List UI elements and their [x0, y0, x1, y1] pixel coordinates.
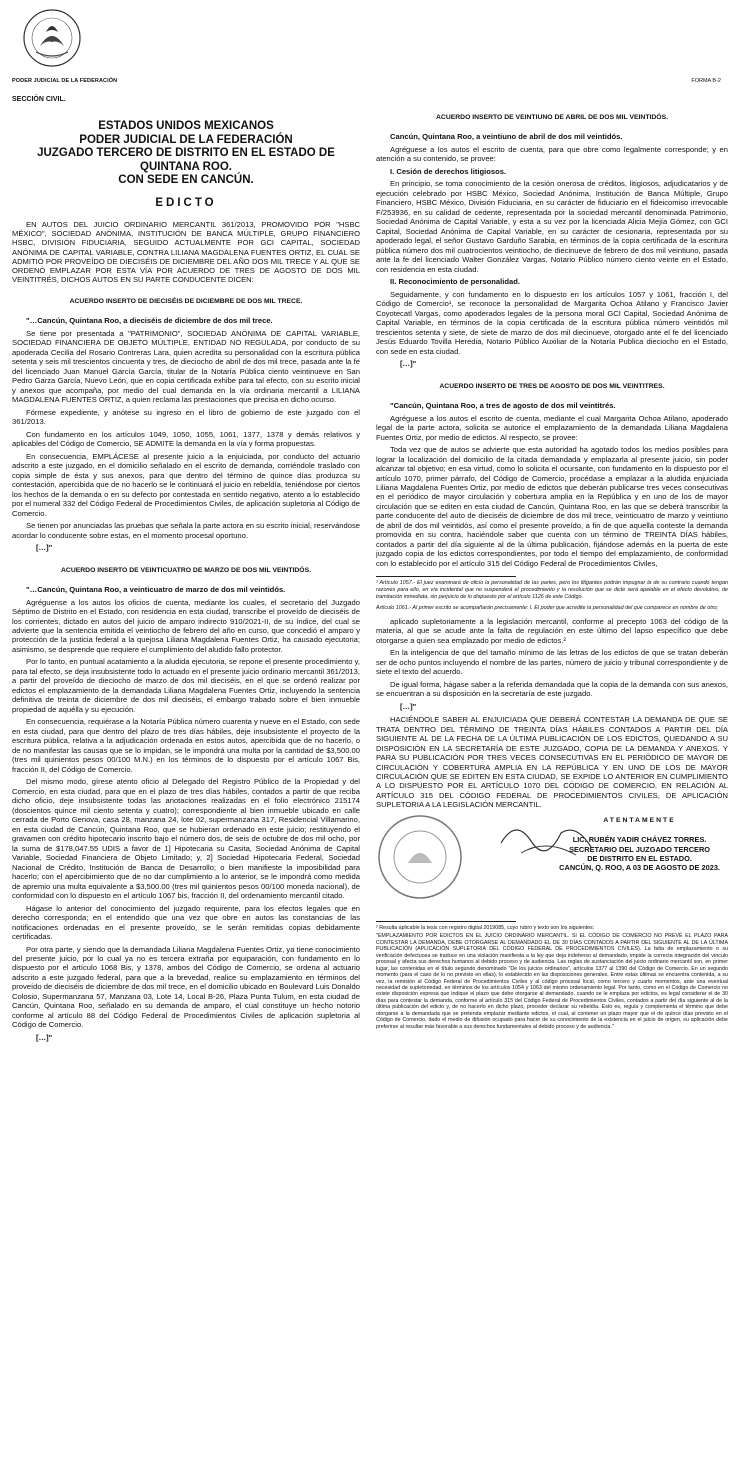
- signer-role: DE DISTRITO EN EL ESTADO.: [587, 853, 692, 863]
- paragraph: De igual forma, hágase saber a la referida demandada que la copia de la demanda con sus anexos, se encuentran a su disposición en la secretaría de este juzgado.: [376, 679, 728, 699]
- paragraph: aplicado supletoriamente a la legislación mercantil, conforme al precepto 1063 del código de la materia, al que se acude ante la falta de regulación en este último del lapso específico que debe otorgarse a quien sea emplazado por medio de edictos.²: [376, 616, 728, 645]
- subheading: I. Cesión de derechos litigiosos.: [390, 166, 507, 176]
- paragraph: Cancún, Quintana Roo, a veintiuno de abril de dos mil veintidós.: [390, 132, 623, 142]
- form-code: FORMA B-2: [691, 78, 721, 84]
- right-column: [376, 110, 728, 1032]
- paragraph: "…Cancún, Quintana Roo, a dieciséis de diciembre de dos mil trece.: [26, 316, 273, 326]
- paragraph: Toda vez que de autos se advierte que esta autoridad ha agotado todos los medios posibles para lograr la localización del domicilio de la citada demandada y emplazarla al presente juicio, sin poder alcanzar tal objetivo; en esa virtud, como lo solicita el ocursante, con fundamento en lo dispuesto por el artículo 1070, primer párrafo, del Código de Comercio, procédase a emplazar a la aludida enjuiciada Liliana Magdalena Fuentes Ortiz, por medio de edictos que deberán publicarse tres veces consecutivas en el periódico de mayor circulación y cobertura amplia en la República y en uno de los de mayor circulación que se editen en esta ciudad de Cancún, Quintana Roo, en las que se deberá transcribir la parte conducente del auto de dieciséis de diciembre de dos mil trece, veinticuatro de marzo y veintiuno de abril de dos mil veintidós, así como el presente proveído, a fin de que aquella conteste la demanda promovida en su contra, haciéndole saber que cuenta con un término de TREINTA DÍAS hábiles, contados a partir del día siguiente al de la última publicación, fijándose además en la puerta de este juzgado copia de los edictos correspondientes, por todo el tiempo del emplazamiento, de conformidad con lo establecido por el artículo 315 del Código Federal de Procedimientos Civiles,: [376, 445, 728, 568]
- ellipsis-marker: […]": [400, 701, 417, 711]
- paragraph: Agréguese a los autos el escrito de cuenta, para que obre como legalmente corresponde; y en atención a su contenido, se provee:: [376, 144, 728, 164]
- footnote-divider: [376, 576, 516, 577]
- signer-role: SECRETARIO DEL JUZGADO TERCERO: [569, 844, 711, 854]
- mexican-eagle-seal-icon: [22, 6, 82, 70]
- ellipsis-marker: […]": [36, 543, 53, 553]
- ellipsis-marker: […]": [36, 1032, 53, 1042]
- signature-closing: ATENTAMENTE: [603, 816, 676, 824]
- section-heading: ACUERDO INSERTO DE VEINTIUNO DE ABRIL DE DOS MIL VEINTIDÓS.: [436, 114, 668, 121]
- signature-block: [376, 813, 728, 913]
- paragraph: Fórmese expediente, y anótese su ingreso en el libro de gobierno de este juzgado con el 361/2013.: [12, 407, 360, 427]
- footnote-divider: [376, 921, 516, 922]
- footnote: "EMPLAZAMIENTO POR EDICTOS EN EL JUICIO ORDINARIO MERCANTIL. SI EL CÓDIGO DE COMERCIO NO PREVÉ EL PLAZO PARA CONTESTAR LA DEMANDA, DEBE OTORGARSE AL DEMANDADO EL DE 30 DÍAS CONTADOS A PARTIR DEL SIGUIENTE AL DE LA ÚLTIMA PUBLICACIÓN (APLICACIÓN SUPLETORIA DEL CÓDIGO FEDERAL DE PROCEDIMIENTOS CIVILES). La falta de emplazamiento o su verificación defectuosa se traduce en una violación manifiesta a la ley que deja indefenso al demandado, impide la correcta integración del vínculo procesal y afecta sus derechos humanos al debido proceso y de audiencia. Las reglas de sustanciación del juicio ordinario mercantil son, en primer lugar, las contenidas en el título segundo denominado "De los juicios ordinarios", artículos 1377 al 1390 del Código de Comercio. En un segundo momento (para el caso de lo no previsto en ellas), lo establecido en las disposiciones generales. Entre estas últimas se encuentra contenida, a su vez, la remisión al Código Federal de Procedimientos Civiles y al código procesal local, como tercero y cuarto momentos, ante una eventual necesidad de supletoriedad, en términos de los artículos 1054 y 1063 del mismo ordenamiento legal. Por tanto, como en el Código de Comercio no existe disposición expresa que indique el plazo que debe otorgarse al demandado, cuando se le emplaza por edictos, es legal considerar el de 30 días para contestar la demanda, conforme al artículo 315 del Código Federal de Procedimientos Civiles, contados a partir del día siguiente al de la última publicación del edicto y, de no hacerlo en dicho plazo, proceder declarar su rebeldía. Esto es, regula y complementa el término que debe otorgarse a la demandada que se pretenda emplazar mediante edictos, el cual, al contener un plazo mayor que el de quince días previsto en el Código de Comercio, dado el medio de difusión ocupado para hacer de su conocimiento de la existencia en el juicio de origen, su aplicación debe preferirse al resultar más favorable a sus derechos fundamentales al debido proceso y de audiencia.": [376, 933, 728, 1030]
- paragraph: Hágase lo anterior del conocimiento del juzgado requirente, para los efectos legales que en derecho corresponda; en el entendido que una vez que obre en autos las constancias de las notificaciones ordenadas en el presente proveído, se le serán remitidas copias debidamente certificadas.: [12, 903, 360, 942]
- paragraph: En consecuencia, requiérase a la Notaría Pública número cuarenta y nueve en el Estado, con sede en esta ciudad, para que dentro del plazo de tres días hábiles, deje insubsistente el proyecto de la escritura pública, relativa a la adjudicación ordenada en estos autos, apercibida que de no hacerlo, o de no manifestar las causas que se lo impidan, se le impondrá una multa por la cantidad de $3,500.00 (tres mil quinientos pesos 00/100 M.N.) en los términos de lo dispuesto por el artículo 1067 Bis, fracción II, del Código de Comercio.: [12, 717, 360, 774]
- closing-notice: HACIÉNDOLE SABER AL ENJUICIADA QUE DEBERÁ CONTESTAR LA DEMANDA DE QUE SE TRATA DENTRO DEL TÉRMINO DE TREINTA DÍAS HÁBILES CONTADOS A PARTIR DEL DÍA SIGUIENTE AL DE LA FECHA DE LA ÚLTIMA PUBLICACIÓN DE LOS EDICTOS, QUEDANDO A SU DISPOSICIÓN EN LA SECRETARÍA DE ESTE JUZGADO, COPIA DE LA DEMANDA Y ANEXOS. Y PARA SU PUBLICACIÓN POR TRES VECES CONSECUTIVAS EN EL PERIÓDICO DE MAYOR DE CIRCULACIÓN Y COBERTURA AMPLIA EN LA REPÚBLICA Y EN UNO DE LOS DE MAYOR CIRCULACIÓN QUE SE EDITEN EN ESTA CIUDAD, SE EXPIDE LO ANTERIOR EN CUMPLIMIENTO A LO DISPUESTO POR EL ARTÍCULO 1070 DEL CÓDIGO DE COMERCIO, EN RELACIÓN AL ARTÍCULO 315 DEL CÓDIGO FEDERAL DE PROCEDIMIENTOS CIVILES, DE APLICACIÓN SUPLETORIA A LA LEGISLACIÓN MERCANTIL.: [376, 715, 728, 810]
- paragraph: "Cancún, Quintana Roo, a tres de agosto de dos mil veintitrés.: [390, 401, 616, 411]
- signature-place-date: CANCÚN, Q. ROO, A 03 DE AGOSTO DE 2023.: [559, 863, 720, 873]
- paragraph: Se tiene por presentada a "PATRIMONIO", SOCIEDAD ANÓNIMA DE CAPITAL VARIABLE, SOCIEDAD FINANCIERA DE OBJETO MÚLTIPLE, ENTIDAD NO REGULADA, por conducto de su apoderada Cecilia del Rosario Contreras Lara, quien acredita su personalidad con la escritura pública setenta y seis mil trescientos cincuenta y tres, de dieciocho de abril de dos mil trece, pasada ante la fe del licenciado Juan Manuel García García, titular de la Notaría Pública ciento veintinueve en San Pedro Garza García, Nuevo León, que en copia certificada exhibe para tal efecto, con su escrito inicial y anexos que acompaña, por medio del cual demanda en la vía ordinaria mercantil a LILIANA MAGDALENA FUENTES ÓRTIZ, a quien reclama las prestaciones que precisa en dicho ocurso.: [12, 328, 360, 405]
- subheading: II. Reconocimiento de personalidad.: [390, 277, 520, 287]
- paragraph: Por lo tanto, en puntual acatamiento a la aludida ejecutoria, se repone el presente procedimiento y, para tal efecto, se deja insubsistente todo lo actuado en el presente juicio ordinario mercantil 361/2013, a partir del proveído de dieciocho de marzo de dos mil dieciséis, en el que se ordenó realizar por edictos el emplazamiento de la demandada Liliana Magdalena Fuentes Ortiz, incluyendo la sentencia definitiva de treinta de diciembre de dos mil dieciséis, el embargo trabado sobre el bien inmueble propiedad de aquélla y su ejecución.: [12, 657, 360, 714]
- footnote: ² Resulta aplicable la tesis con registro digital 2019085, cuyo rubro y texto son los siguientes:: [376, 924, 595, 931]
- document-header: [0, 0, 739, 110]
- signer-name: LIC. RUBÉN YADIR CHÁVEZ TORRES.: [572, 835, 707, 845]
- court-stamp-icon: [376, 813, 464, 901]
- edicto-heading: EDICTO: [155, 196, 217, 209]
- section-heading: ACUERDO INSERTO DE VEINTICUATRO DE MARZO DE DOS MIL VEINTIDÓS.: [61, 566, 311, 574]
- footnote: Artículo 1061.- Al primer escrito se acompañarán precisamente: I. El poder que acredite la personalidad del que comparece en nombre de otro;: [376, 605, 718, 612]
- paragraph: En la inteligencia de que del tamaño mínimo de las letras de los edictos de que se tratan deberán ser de ocho puntos incluyendo el nombre de las partes, número de juicio y tribunal correspondiente y de siete el texto del acuerdo.: [376, 648, 728, 677]
- paragraph: Por otra parte, y siendo que la demandada Liliana Magdalena Fuentes Ortiz, ya tiene conocimiento del presente juicio, por lo cual ya no es tercera extraña por equiparación, con fundamento en lo dispuesto por el artículo 1068 Bis, y 1378, ambos del Código de Comercio, se ordena al actuario adscrito a este juzgado federal, para que a la brevedad, realice su emplazamiento en términos del proveído de dieciséis de diciembre de dos mil trece, en el domicilio ubicado en Boulevard Luis Donaldo Colosio, Supermanzana 57, Manzana 03, Lote 14, Local B-26, Plaza Punta Tulum, en esta ciudad de Cancún, Quintana Roo, señalado en su demanda de amparo, el cual constituye un hecho notorio conforme al artículo 88 del Código Federal de Procedimientos Civiles de aplicación supletoria al Código de Comercio.: [12, 944, 360, 1030]
- seal-caption: PODER JUDICIAL DE LA FEDERACIÓN: [12, 78, 118, 84]
- paragraph: Seguidamente, y con fundamento en lo dispuesto en los artículos 1057 y 1061, fracción I, del Código de Comercio¹, se reconoce la personalidad de Margarita Ochoa Atilano y Francisco Javier Coyotecatl Vargas, como apoderados legales de la persona moral GCI Capital, Sociedad Anónima de Capital Variable, en términos de la copia certificada de la escritura pública número veintidós mil trescientos setenta y siete, de siete de marzo de dos mil diecinueve, otorgado ante el fe del licenciado Jesús Eduardo Tovilla Heredia, Notario Público Auxiliar de la Notaría Publica dieciocho en el Estado, con sede en esta ciudad.: [376, 289, 728, 356]
- intro-paragraph: EN AUTOS DEL JUICIO ORDINARIO MERCANTIL 361/2013, PROMOVIDO POR "HSBC MÉXICO", SOCIEDAD ANÓNIMA, INSTITUCIÓN DE BANCA MÚLTIPLE, GRUPO FINANCIERO HSBC, DIVISIÓN FIDUCIARIA, SEGUIDO ACTUALMENTE POR GCI CAPITAL, SOCIEDAD ANÓNIMA DE CAPITAL VARIABLE, CONTRA LILIANA MAGDALENA FUENTES ORTIZ, EL CUAL SE ADMITIÓ POR PROVEÍDO DE DIECISÉIS DE DICIEMBRE DEL AÑO DOS MIL TRECE Y AL QUE SE ORDENÓ EMPLAZAR POR ESTA VÍA POR ACUERDO DE TRES DE AGOSTO DE DOS MIL VEINTITRÉS, DICHOS AUTOS EN SU PARTE CONDUCENTE DICEN:: [12, 220, 360, 284]
- footnote: ¹ Artículo 1057.- El juez examinará de oficio la personalidad de las partes, pero los litigantes podrán impugnar la de su contrario cuando tengan razones para ello, en vía incidental que no suspenderá el procedimiento y la resolución que se dicte será apelable en el efecto devolutivo, de tramitación inmediata, sin perjuicio de lo dispuesto por el artículo 1126 de este Código.: [376, 580, 728, 600]
- paragraph: Con fundamento en los artículos 1049, 1050, 1055, 1061, 1377, 1378 y demás relativos y aplicables del Código de Comercio, SE ADMITE la demanda en la vía y forma propuestas.: [12, 429, 360, 449]
- section-heading: ACUERDO INSERTO DE DIECISÉIS DE DICIEMBRE DE DOS MIL TRECE.: [69, 297, 303, 305]
- document-title: ESTADOS UNIDOS MEXICANOS PODER JUDICIAL DE LA FEDERACIÓN JUZGADO TERCERO DE DISTRITO EN EL ESTADO DE QUINTANA ROO. CON SEDE EN CANCÚN.: [37, 120, 335, 187]
- signature-text: [559, 817, 720, 872]
- paragraph: Se tienen por anunciadas las pruebas que señala la parte actora en su escrito inicial, reservándose acordar lo conducente sobre estas, en el momento procesal oportuno.: [12, 521, 360, 540]
- paragraph: Agréguense a los autos los oficios de cuenta, mediante los cuales, el secretario del Juzgado Séptimo de Distrito en el Estado, con residencia en esta ciudad, transcribe el proveído de dieciséis de los corrientes, dictado en autos del juicio de amparo indirecto 910/2021-II, de su índice, del cual se advierte que la sentencia emitida el veintiocho de febrero del año en curso, que concedió el amparo y protección de la justicia federal a la quejosa Liliana Magdalena Fuentes Ortiz, ha causado ejecutoria; asimismo, se desprende que requiere el cumplimiento del aludido fallo protector.: [12, 597, 360, 654]
- paragraph: En consecuencia, EMPLÁCESE al presente juicio a la enjuiciada, por conducto del actuario adscrito a este juzgado, en el domicilio señalado en el escrito de demanda, corriéndole traslado con copia simple de ésta y sus anexos, para que dentro del término de quince días produzca su contestación, apercibida que de no hacerlo se le continuará el juicio en rebeldía, teniéndose por ciertos los hechos de la demanda o en su defecto por contestada en sentido negativo, atento a lo establecido por el numeral 332 del Código Federal de Procedimientos Civiles, de aplicación supletoria al Código de Comercio.: [12, 451, 360, 518]
- paragraph: En principio, se toma conocimiento de la cesión onerosa de créditos, litigiosos, adjudicatarios y de ejecución celebrado por HSBC México, Sociedad Anónima, Institución de Banca Múltiple, Grupo Financiero, HSBC México, División Fiduciaria, en su carácter de fiduciario en el fideicomiso irrevocable F/253936, en su calidad de cedente, representada por la sociedad mercantil denominada Patrimonio, Sociedad Anónima de Capital Variable, y esta a su vez por la licenciada Alicia Mejía Gómez, con GCI Capital, Sociedad Anónima de Capital Variable, en su carácter de cesionaria, representada por su apoderado legal, el señor Gustavo Garduño Sarabia, en términos de la copia certificada de la escritura pública número dos mil cuatrocientos veintiocho, de diecinueve de febrero de dos mil veintiuno, pasada ante la fe del licenciado Walter González Vargas, Notario Público número ciento veinte en el Estado, con residencia en esta ciudad.: [376, 179, 728, 274]
- ellipsis-marker: […]": [400, 359, 417, 369]
- left-column: [12, 110, 360, 1046]
- paragraph: Agréguese a los autos el escrito de cuenta, mediante el cual Margarita Ochoa Atilano, apoderado legal de la parte actora, solicita se autorice el emplazamiento de la demandada Liliana Magdalena Fuentes Ortiz, por medio de edictos. Al respecto, se provee:: [376, 413, 728, 442]
- section-heading: ACUERDO INSERTO DE TRES DE AGOSTO DE DOS MIL VEINTITRES.: [439, 382, 665, 390]
- paragraph: Del mismo modo, gírese atento oficio al Delegado del Registro Público de la Propiedad y del Comercio, en esta ciudad, para que en el plazo de tres días hábiles, contados a partir de que reciba dicho oficio, deje insubsistente todas las anotaciones realizadas en el folio electrónico 215174 (doscientos quince mil ciento setenta y cuatro); correspondiente al bien inmueble ubicado en calle cerrada de Porto Genova, casa 28, manzana 24, lote 02, supermanzana 317, Residencial Villamarino, en esta ciudad de Cancún, Quintana Roo, que se hubieran ordenado en este juicio; restituyendo el gravamen con crédito hipotecario inscrito bajo el número dos, de seis de octubre de dos mil ocho, por la suma de $178,047.55 UDIS a favor de 1] Hipotecaria su Casita, Sociedad Anónima de Capital Variable, Sociedad Financiera de Objeto Limitado; y, 2] Sociedad Hipotecaria Federal, Sociedad Nacional de Crédito, Institución de Banca de Desarrollo; o bien manifieste la imposibilidad para hacerlo; con el apercibimiento que de no dar cumplimiento a lo anterior, se le impondrá como medida de apremio una multa equivalente a $3,500.00 (tres mil quinientos pesos 00/100 moneda nacional), de conformidad con lo dispuesto en el artículo 1067 bis, fracción II, del ordenamiento mercantil citado.: [12, 777, 360, 901]
- section-label: SECCIÓN CIVIL.: [12, 96, 66, 103]
- paragraph: "…Cancún, Quintana Roo, a veinticuatro de marzo de dos mil veintidós.: [26, 585, 286, 595]
